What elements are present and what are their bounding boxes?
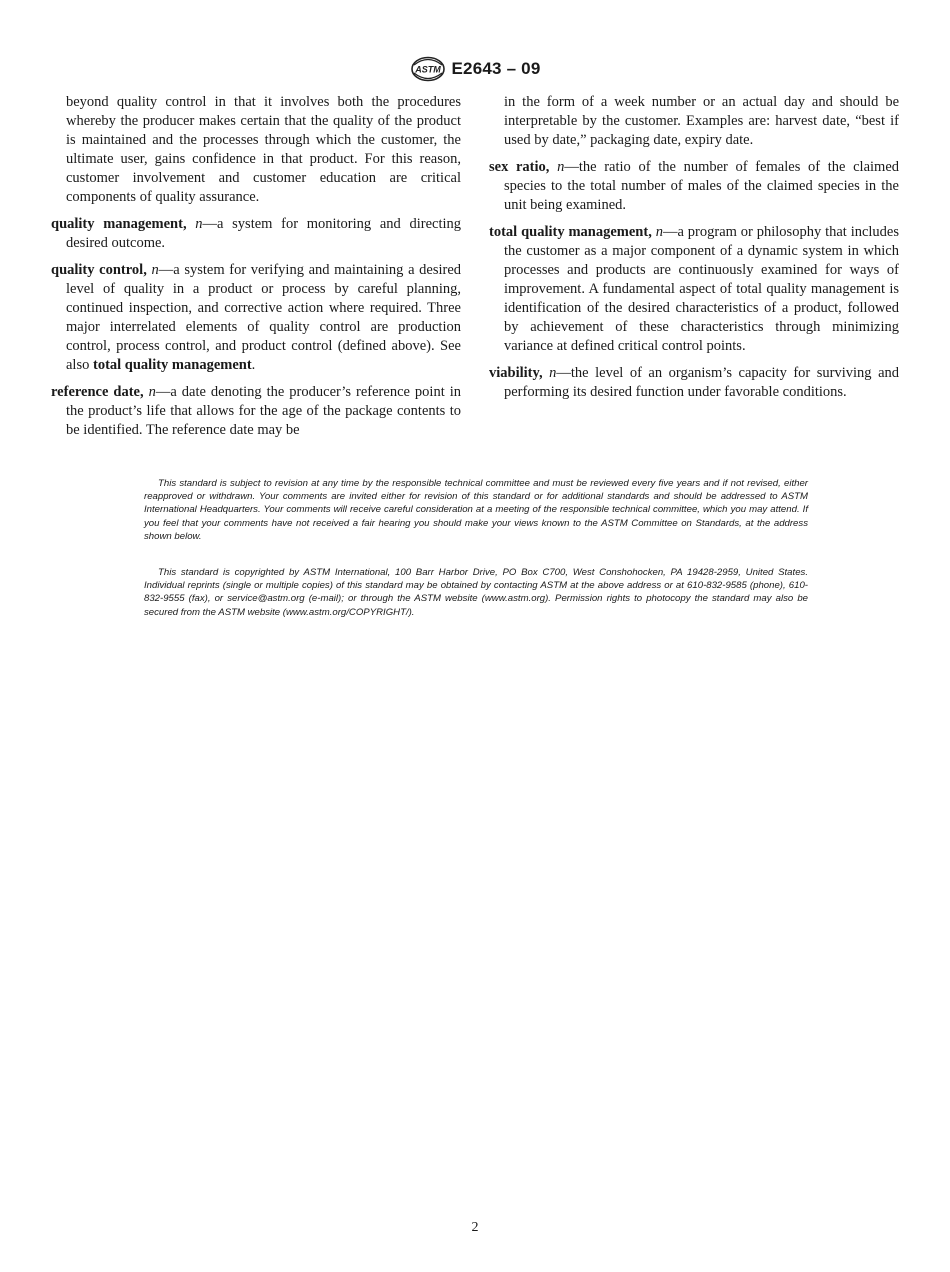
quality-assurance-continuation: beyond quality control in that it involves both the procedures whereby the producer makes certain that the quality of the product is maintained and the processes through which the customer, the ultimate user, gains confidence in that product. For this reason, customer involvement and customer education are critical components of quality assurance. [66,94,461,205]
page-number: 2 [471,1220,479,1235]
definition-text: —the ratio of the number of females of the claimed species to the total number of males of the claimed species in the unit being examined. [504,159,900,213]
definition-end: . [251,357,256,373]
reference-date-continuation: in the form of a week number or an actual day and should be interpretable by the customer. Examples are: harvest date, “best if used by date,” packaging date, expiry date. [504,94,899,148]
definition-reference-date [51,383,461,440]
page-header [0,56,950,82]
definition-text: —a system for verifying and maintaining a desired level of quality in a product or process by careful planning, continued inspection, and corrective action where required. Three major interrelated elements of quality control are production control, process control, and product control (defined above). See also [66,262,462,373]
definition-text: —a date denoting the producer’s reference point in the product’s life that allows for the age of the package contents to be identified. The reference date may be [66,384,461,438]
term-quality-management: quality management, [51,216,187,232]
astm-logo-icon [410,56,446,82]
copyright-notice: This standard is copyrighted by ASTM International, 100 Barr Harbor Drive, PO Box C700, West Conshohocken, PA 19428-2959, United States. Individual reprints (single or multiple copies) of this standard may be obtained by contacting ASTM at the above address or at 610-832-9585 (phone), 610-832-9555 (fax), or service@astm.org (e-mail); or through the ASTM website (www.astm.org). Permission rights to photocopy the standard may also be secured from the ASTM website (www.astm.org/COPYRIGHT/). [144,567,808,618]
svg-text:ASTM: ASTM [414,64,441,75]
part-of-speech: n [549,365,557,381]
part-of-speech: n [557,159,565,175]
left-column [51,93,461,448]
term-total-quality-management: total quality management, [489,224,652,240]
definition-total-quality-management [489,223,899,356]
definition-quality-management [51,215,461,253]
definition-text: —the level of an organism’s capacity for surviving and performing its desired function under favorable conditions. [504,365,900,400]
term-viability: viability, [489,365,543,381]
term-sex-ratio: sex ratio, [489,159,550,175]
part-of-speech: n [151,262,159,278]
part-of-speech: n [655,224,663,240]
document-id: E2643 – 09 [451,59,541,78]
term-quality-control: quality control, [51,262,147,278]
definition-quality-control [51,261,461,375]
part-of-speech: n [148,384,156,400]
right-column [489,93,899,410]
definition-text: —a program or philosophy that includes the customer as a major component of a dynamic system in which processes and products are continuously examined for ways of improvement. A fundamental aspect of total quality management is identification of the desired characteristics of a product, followed by achievement of these characteristics through minimizing variance at defined critical control points. [504,224,900,354]
part-of-speech: n [195,216,203,232]
cross-reference-total-quality-management: total quality management [92,357,252,373]
revision-notice: This standard is subject to revision at any time by the responsible technical committee and must be reviewed every five years and if not revised, either reapproved or withdrawn. Your comments are invited either for revision of this standard or for additional standards and should be addressed to ASTM International Headquarters. Your comments will receive careful consideration at a meeting of the responsible technical committee, which you may attend. If you feel that your comments have not received a fair hearing you should make your views known to the ASTM Committee on Standards, at the address shown below. [144,478,808,542]
definition-text: —a system for monitoring and directing desired outcome. [66,216,462,251]
definition-sex-ratio [489,158,899,215]
term-reference-date: reference date, [51,384,144,400]
definition-viability [489,364,899,402]
